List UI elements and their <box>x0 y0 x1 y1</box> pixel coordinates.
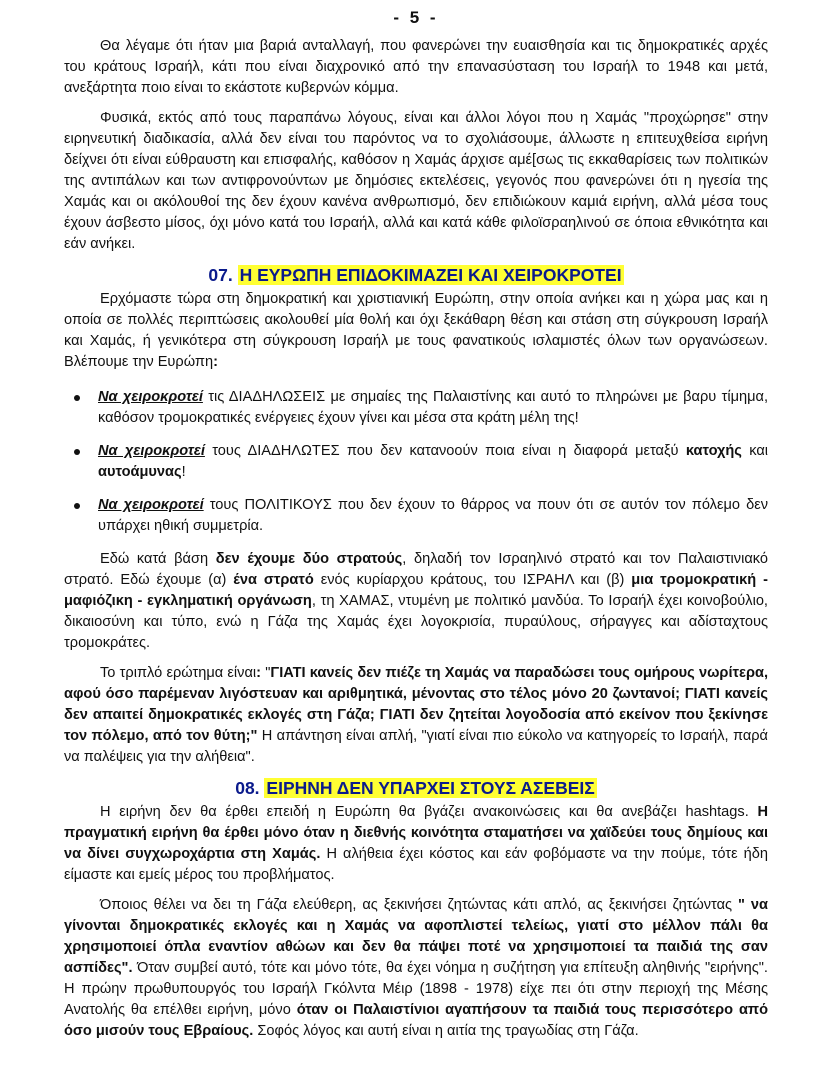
text-run: Όταν συμβεί αυτό, τότε και μόνο τότε, θα έχει νόημα η συζήτηση για επίτευξη αληθινής "ειρήνης". Η πρώην πρωθυπουργός του Ισραήλ Γκόλντα Μέιρ (1898 - 1978) είχε πει ότι στην περιοχή της Μέσης Ανατολής θα επέλθει ειρήνη, μόνο <box>64 960 768 1018</box>
bullet-text: τις ΔΙΑΔΗΛΩΣΕΙΣ με σημαίες της Παλαιστίνης και αυτό το πληρώνει με βαρυ τίμημα, καθόσον τρομοκρατικές ενέργειες έχουν γίνει και μέσα στα κράτη μέλη της! <box>98 389 769 426</box>
bullet-dot-icon <box>74 449 80 455</box>
text-run: Η αλήθεια έχει κόστος και εάν φοβόμαστε να την πούμε, τότε ήδη είμαστε και εμείς μέρος του προβλήματος. <box>64 846 768 883</box>
section-title-07: Η ΕΥΡΩΠΗ ΕΠΙΔΟΚΙΜΑΖΕΙ ΚΑΙ ΧΕΙΡΟΚΡΟΤΕΙ <box>239 265 622 285</box>
paragraph-7 <box>64 895 768 1042</box>
bold-run: δεν έχουμε δύο στρατούς <box>215 551 403 567</box>
paragraph-1: Θα λέγαμε ότι ήταν μια βαριά ανταλλαγή, που φανερώνει την ευαισθησία και τις δημοκρατικές αρχές του κράτους Ισραήλ, κάτι που είναι διαχρονικό από την επανασύσταση του Ισραήλ το 1948 και μετά, ανεξάρτητα ποιο είναι το εκάστοτε κυβερνών κόμμα. <box>64 38 768 96</box>
bullet-item-1 <box>64 387 768 429</box>
paragraph-3-text: Ερχόμαστε τώρα στη δημοκρατική και χριστιανική Ευρώπη, στην οποία ανήκει και η χώρα μας και η οποία σε πολλές περιπτώσεις ακολουθεί μία θολή και όχι ξεκάθαρη θέση και στάση στη σύγκρουση Ισραήλ και Χαμάς, ή γενικότερα στη σύγκρουση Ισραήλ με τους φανατικούς ισλαμιστές όλων των οργανώσεων. Βλέπουμε την Ευρώπη <box>64 291 768 370</box>
bullet-dot-icon <box>74 503 80 509</box>
bold-run: όταν οι Παλαιστίνιοι αγαπήσουν τα παιδιά τους περισσότερο από όσο μισούν τους Εβραίους. <box>64 1002 768 1039</box>
text-run: Εδώ κατά βάση <box>100 551 216 567</box>
section-number-08: 08. <box>235 778 260 798</box>
bullet-dot-icon <box>74 395 80 401</box>
text-run: Η απάντηση είναι απλή, "γιατί είναι πιο εύκολο να κατηγορείς το Ισραήλ, παρά να παλέψεις για την αλήθεια". <box>64 728 768 765</box>
bold-run: ένα στρατό <box>233 572 314 588</box>
bullet-item-3 <box>64 495 768 537</box>
section-heading-07 <box>64 264 768 286</box>
bullet-list <box>64 387 768 537</box>
bullet-text: και <box>741 443 769 459</box>
document-page <box>64 8 768 1042</box>
bold-run: μια τρομοκρατική - μαφιόζικη - εγκληματική οργάνωση <box>64 572 768 609</box>
bullet-item-2 <box>64 441 768 483</box>
paragraph-2: Φυσικά, εκτός από τους παραπάνω λόγους, είναι και άλλοι λόγοι που η Χαμάς "προχώρησε" στην ειρηνευτική διαδικασία, αλλά δεν είναι του παρόντος να το σχολιάσουμε, άλλωστε η επιτευχθείσα ειρήνη δείχνει ότι είναι εύθραυστη και επισφαλής, καθόσον η Χαμάς άρχισε αμέ[σως τις εκκαθαρίσεις των πολιτικών της αντιπάλων και των αντιφρονούντων με δημόσιες εκτελέσεις, γεγονός που φανερώνει ότι η ηγεσία της Χαμάς και οι ακόλουθοί της δεν έχουν κανένα ανθρωπισμό, δεν επιδιώκουν καμιά ειρήνη, αλλά μέσα τους έχουν άσβεστο μίσος, όχι μόνο κατά του Ισραήλ, αλλά και κατά κάθε φιλοϊσραηλινού σε όποια εθνικότητα και εάν ανήκει. <box>64 110 768 252</box>
bold-run: : <box>256 665 266 681</box>
bullet-lead: Να χειροκροτεί <box>98 497 204 513</box>
paragraph-3-colon: : <box>213 354 218 370</box>
text-run: Όποιος θέλει να δει τη Γάζα ελεύθερη, ας ξεκινήσει ζητώντας κάτι απλό, ας ξεκινήσει ζητώντας <box>100 897 739 913</box>
text-run: , δηλαδή τον Ισραηλινό στρατό και τον Παλαιστινιακό στρατό. Εδώ έχουμε (α) <box>64 551 769 588</box>
bullet-text: τους ΔΙΑΔΗΛΩΤΕΣ που δεν κατανοούν ποια είναι η διαφορά μεταξύ <box>204 443 686 459</box>
section-number-07: 07. <box>208 265 233 285</box>
bold-run: ΓΙΑΤΙ κανείς δεν πιέζε τη Χαμάς να παραδώσει τους ομήρους νωρίτερα, αφού όσο παρέμεναν λιγόστευαν και αριθμητικά, μένοντας στο τέλος μόνο 20 ζωντανοί; ΓΙΑΤΙ κανείς δεν απαιτεί δημοκρατικές εκλογές στη Γάζα; ΓΙΑΤΙ δεν ζητείται λογοδοσία από εκείνον που ξεκίνησε τον πόλεμο, από τον θύτη;" <box>64 665 768 744</box>
paragraph-3 <box>64 289 768 373</box>
bullet-bold: κατοχής <box>685 443 742 459</box>
bullet-lead: Να χειροκροτεί <box>98 443 205 459</box>
text-run: , τη ΧΑΜΑΣ, ντυμένη με πολιτικό μανδύα. Το Ισραήλ έχει κοινοβούλιο, δικαιοσύνη και τύπο, ενώ η Γάζα της Χαμάς έχει λογοκρισία, πυραύλους, σήραγγες και αδίσταχτους τρομοκράτες. <box>64 593 768 651</box>
text-run: Το τριπλό ερώτημα είναι <box>100 665 257 681</box>
bullet-bold: αυτοάμυνας <box>98 464 182 480</box>
bold-run: " να γίνονται δημοκρατικές εκλογές και η Χαμάς να αφοπλιστεί τελείως, γιατί στο μέλλον πάλι θα χρησιμοποιεί όπλα εναντίον αθώων και δεν θα πάψει ποτέ να χρησιμοποιεί τα παιδιά της σαν ασπίδες". <box>64 897 769 976</box>
bullet-text: τους ΠΟΛΙΤΙΚΟΥΣ που δεν έχουν το θάρρος να πουν ότι σε αυτόν τον πόλεμο δεν υπάρχει ηθική συμμετρία. <box>98 497 769 534</box>
paragraph-5 <box>64 663 768 768</box>
page-number: - 5 - <box>393 8 439 27</box>
paragraph-4 <box>64 549 768 654</box>
bullet-text: ! <box>181 464 186 480</box>
text-run: Σοφός λόγος και αυτή είναι η αιτία της τραγωδίας στη Γάζα. <box>253 1023 639 1039</box>
section-heading-08 <box>64 777 768 799</box>
text-run: Η ειρήνη δεν θα έρθει επειδή η Ευρώπη θα βγάζει ανακοινώσεις και θα ανεβάζει hashtags. <box>100 804 758 820</box>
bullet-lead: Να χειροκροτεί <box>98 389 203 405</box>
text-run: ενός κυρίαρχου κράτους, του ΙΣΡΑΗΛ και (β) <box>313 572 632 588</box>
bold-run: Η πραγματική ειρήνη θα έρθει μόνο όταν η διεθνής κοινότητα σταματήσει να χαϊδεύει τους δημίους και να δίνει συγχωροχάρτια στη Χαμάς. <box>64 804 768 862</box>
section-title-08: ΕΙΡΗΝΗ ΔΕΝ ΥΠΑΡΧΕΙ ΣΤΟΥΣ ΑΣΕΒΕΙΣ <box>266 778 595 798</box>
paragraph-6 <box>64 802 768 886</box>
text-run: " <box>265 665 271 681</box>
